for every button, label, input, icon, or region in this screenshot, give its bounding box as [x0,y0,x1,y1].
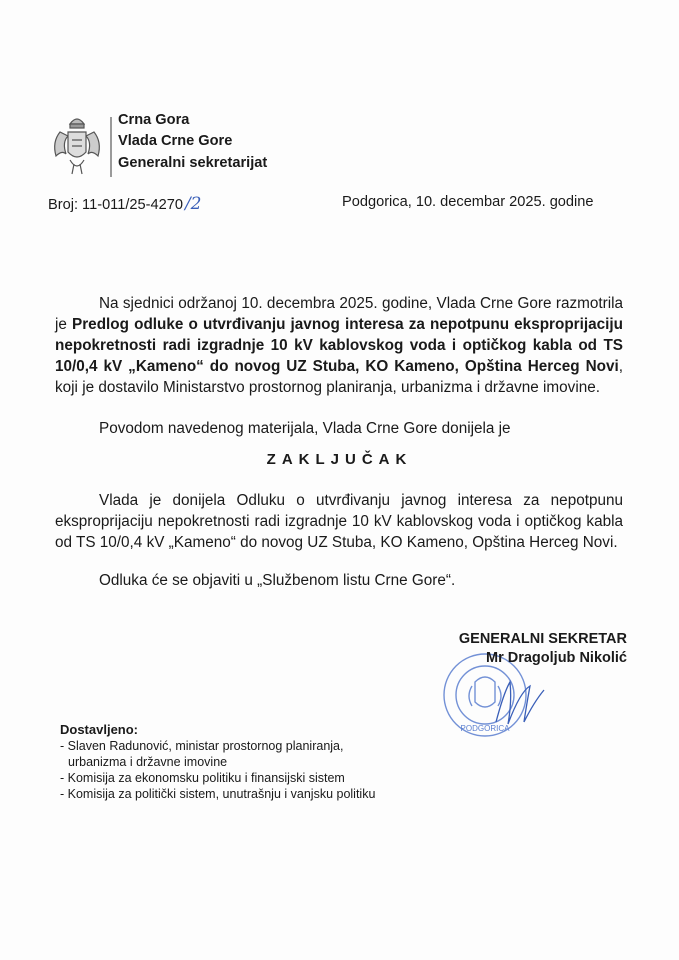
signer-name: Mr Dragoljub Nikolić [486,650,627,666]
paragraph-intro-text: Na sjednici održanoj 10. decembra 2025. godine, Vlada Crne Gore razmotrila je [55,295,623,333]
distribution-label: Dostavljeno: [60,722,139,737]
place-and-date: Podgorica, 10. decembar 2025. godine [342,194,594,210]
distribution-item: - Slaven Radunović, ministar prostornog planiranja, [60,739,344,753]
country-name: Crna Gora [118,112,190,128]
svg-text:PODGORICA: PODGORICA [460,724,510,733]
reference-number [48,194,202,214]
signer-title: GENERALNI SEKRETAR [458,631,627,647]
paragraph-publication [55,570,623,591]
department-name: Generalni sekretarijat [118,155,268,171]
distribution-list [60,722,375,802]
paragraph-decision [55,490,623,553]
paragraph-publication-text: Odluka će se objaviti u „Službenom listu Crne Gore“. [99,572,456,589]
paragraph-intro-outro: , koji je dostavilo Ministarstvo prostornog planiranja, urbanizma i državne imovine. [55,358,623,396]
header-divider [110,117,112,177]
conclusion-title: ZAKLJUČAK [266,451,413,468]
reference-number-text: Broj: 11-011/25-4270 [48,197,183,213]
proposal-title: Predlog odluke o utvrđivanju javnog interesa za nepotpunu eksproprijaciju nepokretnosti radi izgradnje 10 kV kablovskog voda i optičkog kabla od TS 10/0,4 kV „Kameno“ do novog UZ Stuba, KO Kameno, Opština Herceg Novi [55,316,623,375]
paragraph-occasion [55,418,623,439]
paragraph-decision-text: Vlada je donijela Odluku o utvrđivanju javnog interesa za nepotpunu eksproprijaciju nepokretnosti radi izgradnje 10 kV kablovskog voda i optičkog kabla od TS 10/0,4 kV „Kameno“ do novog UZ Stuba, KO Kameno, Opština Herceg Novi. [55,492,623,551]
government-name: Vlada Crne Gore [118,133,233,149]
distribution-item: - Komisija za ekonomsku politiku i finansijski sistem [60,771,345,785]
paragraph-intro [55,293,623,398]
distribution-item: - Komisija za politički sistem, unutrašnju i vanjsku politiku [60,787,376,801]
handwritten-signature [490,672,550,732]
handwritten-suffix: /2 [184,194,202,214]
paragraph-occasion-text: Povodom navedenog materijala, Vlada Crne Gore donijela je [99,420,511,437]
distribution-item-continued: urbanizma i državne imovine [68,755,228,769]
coat-of-arms-icon [48,112,106,178]
